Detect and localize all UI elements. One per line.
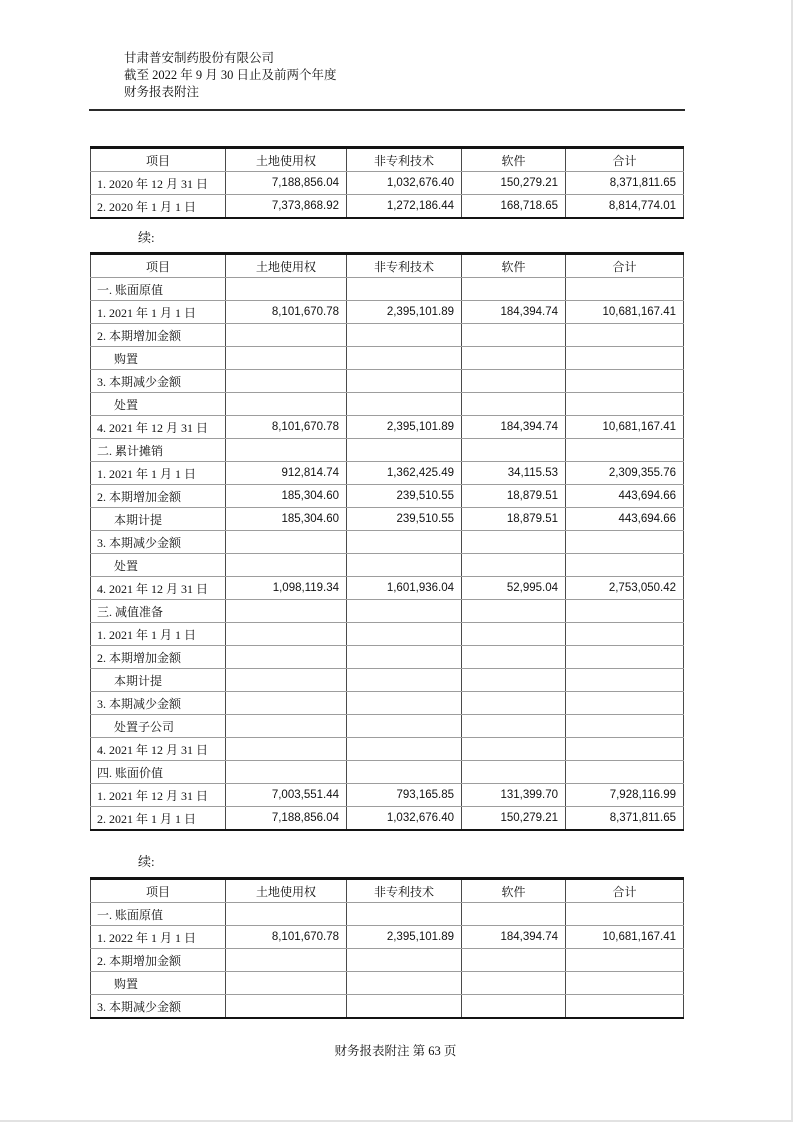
cell-value — [347, 278, 462, 301]
cell-value — [462, 278, 566, 301]
cell-value: 131,399.70 — [462, 784, 566, 807]
cell-value — [226, 669, 347, 692]
cell-value: 168,718.65 — [462, 195, 566, 219]
page-header — [124, 50, 337, 101]
cell-value: 443,694.66 — [566, 508, 684, 531]
table-row — [91, 784, 684, 807]
cell-value — [226, 646, 347, 669]
row-label: 购置 — [91, 347, 226, 370]
column-header: 项目 — [91, 148, 226, 172]
row-label: 3. 本期减少金额 — [91, 370, 226, 393]
cell-value — [566, 278, 684, 301]
cell-value — [226, 715, 347, 738]
cell-value — [226, 554, 347, 577]
row-label: 一. 账面原值 — [91, 278, 226, 301]
column-header: 软件 — [462, 254, 566, 278]
table-row — [91, 692, 684, 715]
row-label: 购置 — [91, 972, 226, 995]
cell-value: 7,928,116.99 — [566, 784, 684, 807]
cell-value — [566, 623, 684, 646]
cell-value: 2,395,101.89 — [347, 926, 462, 949]
table-row — [91, 995, 684, 1019]
header-row — [91, 148, 684, 172]
cell-value: 1,098,119.34 — [226, 577, 347, 600]
cell-value — [566, 949, 684, 972]
table-row — [91, 531, 684, 554]
table-row — [91, 623, 684, 646]
column-header: 项目 — [91, 879, 226, 903]
cell-value — [347, 600, 462, 623]
row-label: 1. 2021 年 1 月 1 日 — [91, 301, 226, 324]
table-row — [91, 554, 684, 577]
table-row — [91, 439, 684, 462]
row-label: 三. 减值准备 — [91, 600, 226, 623]
company-name: 甘肃普安制药股份有限公司 — [124, 51, 275, 65]
cell-value — [566, 439, 684, 462]
cell-value — [347, 761, 462, 784]
cell-value — [462, 761, 566, 784]
cell-value — [462, 554, 566, 577]
cell-value — [462, 972, 566, 995]
column-header: 软件 — [462, 148, 566, 172]
cell-value — [226, 995, 347, 1019]
cell-value: 239,510.55 — [347, 508, 462, 531]
cell-value: 52,995.04 — [462, 577, 566, 600]
cell-value — [226, 347, 347, 370]
intangible-assets-summary-table — [90, 146, 684, 219]
document-title: 财务报表附注 — [124, 85, 200, 99]
cell-value: 1,362,425.49 — [347, 462, 462, 485]
row-label: 本期计提 — [91, 669, 226, 692]
cell-value — [347, 949, 462, 972]
cell-value — [462, 669, 566, 692]
table-row — [91, 416, 684, 439]
cell-value: 150,279.21 — [462, 807, 566, 831]
header-row — [91, 879, 684, 903]
column-header: 合计 — [566, 254, 684, 278]
cell-value: 2,753,050.42 — [566, 577, 684, 600]
cell-value — [226, 949, 347, 972]
table-row — [91, 738, 684, 761]
table-row — [91, 462, 684, 485]
page-footer: 财务报表附注 第 63 页 — [334, 1044, 457, 1058]
cell-value — [226, 439, 347, 462]
cell-value — [226, 903, 347, 926]
cell-value — [566, 715, 684, 738]
cell-value — [566, 393, 684, 416]
cell-value — [347, 972, 462, 995]
cell-value: 184,394.74 — [462, 416, 566, 439]
cell-value — [347, 623, 462, 646]
cell-value — [566, 692, 684, 715]
cell-value: 10,681,167.41 — [566, 301, 684, 324]
cell-value — [462, 738, 566, 761]
cell-value — [226, 623, 347, 646]
cell-value — [347, 995, 462, 1019]
row-label: 一. 账面原值 — [91, 903, 226, 926]
cell-value — [566, 531, 684, 554]
cell-value — [226, 278, 347, 301]
table-row — [91, 301, 684, 324]
column-header: 非专利技术 — [347, 879, 462, 903]
table-row — [91, 195, 684, 219]
cell-value: 34,115.53 — [462, 462, 566, 485]
table-row — [91, 761, 684, 784]
cell-value — [566, 554, 684, 577]
cell-value: 1,601,936.04 — [347, 577, 462, 600]
row-label: 2. 本期增加金额 — [91, 949, 226, 972]
cell-value — [462, 370, 566, 393]
cell-value: 912,814.74 — [226, 462, 347, 485]
table-row — [91, 370, 684, 393]
cell-value — [226, 531, 347, 554]
table-row — [91, 172, 684, 195]
cell-value — [566, 646, 684, 669]
cell-value — [347, 669, 462, 692]
cell-value: 184,394.74 — [462, 301, 566, 324]
row-label: 处置 — [91, 554, 226, 577]
cell-value — [462, 995, 566, 1019]
cell-value: 7,003,551.44 — [226, 784, 347, 807]
cell-value: 10,681,167.41 — [566, 416, 684, 439]
cell-value: 7,188,856.04 — [226, 172, 347, 195]
row-label: 处置 — [91, 393, 226, 416]
cell-value: 18,879.51 — [462, 508, 566, 531]
table-row — [91, 508, 684, 531]
cell-value: 8,101,670.78 — [226, 926, 347, 949]
row-label: 1. 2020 年 12 月 31 日 — [91, 172, 226, 195]
cell-value — [226, 692, 347, 715]
table-row — [91, 715, 684, 738]
cell-value — [226, 324, 347, 347]
cell-value — [462, 531, 566, 554]
continued-label-1: 续: — [138, 230, 155, 245]
cell-value — [347, 531, 462, 554]
intangible-assets-2022-table — [90, 877, 684, 1019]
header-row — [91, 254, 684, 278]
cell-value — [226, 738, 347, 761]
cell-value — [462, 903, 566, 926]
row-label: 2. 2021 年 1 月 1 日 — [91, 807, 226, 831]
cell-value — [347, 554, 462, 577]
cell-value — [462, 715, 566, 738]
cell-value — [566, 324, 684, 347]
cell-value — [462, 393, 566, 416]
cell-value — [462, 439, 566, 462]
cell-value: 793,165.85 — [347, 784, 462, 807]
cell-value: 1,272,186.44 — [347, 195, 462, 219]
cell-value — [226, 393, 347, 416]
cell-value — [566, 761, 684, 784]
row-label: 1. 2021 年 1 月 1 日 — [91, 462, 226, 485]
table-row — [91, 949, 684, 972]
cell-value: 7,373,868.92 — [226, 195, 347, 219]
table-row — [91, 485, 684, 508]
cell-value — [347, 715, 462, 738]
row-label: 2. 2020 年 1 月 1 日 — [91, 195, 226, 219]
cell-value: 184,394.74 — [462, 926, 566, 949]
row-label: 4. 2021 年 12 月 31 日 — [91, 577, 226, 600]
cell-value — [566, 972, 684, 995]
cell-value: 7,188,856.04 — [226, 807, 347, 831]
cell-value — [462, 692, 566, 715]
column-header: 合计 — [566, 148, 684, 172]
cell-value: 2,395,101.89 — [347, 301, 462, 324]
row-label: 4. 2021 年 12 月 31 日 — [91, 416, 226, 439]
cell-value — [462, 949, 566, 972]
table-row — [91, 278, 684, 301]
table-row — [91, 600, 684, 623]
table-row — [91, 577, 684, 600]
column-header: 合计 — [566, 879, 684, 903]
cell-value — [347, 324, 462, 347]
cell-value: 1,032,676.40 — [347, 172, 462, 195]
cell-value — [347, 347, 462, 370]
cell-value: 8,814,774.01 — [566, 195, 684, 219]
cell-value: 239,510.55 — [347, 485, 462, 508]
table-row — [91, 972, 684, 995]
cell-value: 443,694.66 — [566, 485, 684, 508]
column-header: 非专利技术 — [347, 254, 462, 278]
column-header: 项目 — [91, 254, 226, 278]
row-label: 处置子公司 — [91, 715, 226, 738]
cell-value: 18,879.51 — [462, 485, 566, 508]
table-row — [91, 646, 684, 669]
report-period: 截至 2022 年 9 月 30 日止及前两个年度 — [124, 68, 337, 82]
cell-value: 1,032,676.40 — [347, 807, 462, 831]
cell-value — [566, 903, 684, 926]
table-row — [91, 669, 684, 692]
row-label: 3. 本期减少金额 — [91, 531, 226, 554]
cell-value — [347, 903, 462, 926]
cell-value — [566, 370, 684, 393]
column-header: 软件 — [462, 879, 566, 903]
row-label: 3. 本期减少金额 — [91, 995, 226, 1019]
cell-value — [347, 439, 462, 462]
cell-value — [347, 370, 462, 393]
cell-value: 8,371,811.65 — [566, 172, 684, 195]
cell-value — [347, 738, 462, 761]
cell-value: 8,101,670.78 — [226, 301, 347, 324]
table-row — [91, 324, 684, 347]
cell-value — [462, 600, 566, 623]
continued-label-2: 续: — [138, 854, 155, 869]
row-label: 二. 累计摊销 — [91, 439, 226, 462]
cell-value — [462, 623, 566, 646]
row-label: 1. 2021 年 12 月 31 日 — [91, 784, 226, 807]
cell-value: 2,395,101.89 — [347, 416, 462, 439]
cell-value: 10,681,167.41 — [566, 926, 684, 949]
row-label: 3. 本期减少金额 — [91, 692, 226, 715]
row-label: 2. 本期增加金额 — [91, 646, 226, 669]
column-header: 非专利技术 — [347, 148, 462, 172]
row-label: 2. 本期增加金额 — [91, 485, 226, 508]
column-header: 土地使用权 — [226, 148, 347, 172]
cell-value — [566, 995, 684, 1019]
table-row — [91, 347, 684, 370]
table-row — [91, 903, 684, 926]
table-row — [91, 393, 684, 416]
cell-value — [347, 692, 462, 715]
cell-value — [462, 347, 566, 370]
cell-value — [347, 393, 462, 416]
row-label: 1. 2022 年 1 月 1 日 — [91, 926, 226, 949]
cell-value: 185,304.60 — [226, 485, 347, 508]
cell-value: 8,371,811.65 — [566, 807, 684, 831]
header-divider — [89, 109, 685, 111]
row-label: 4. 2021 年 12 月 31 日 — [91, 738, 226, 761]
row-label: 1. 2021 年 1 月 1 日 — [91, 623, 226, 646]
cell-value: 185,304.60 — [226, 508, 347, 531]
cell-value: 150,279.21 — [462, 172, 566, 195]
cell-value: 8,101,670.78 — [226, 416, 347, 439]
column-header: 土地使用权 — [226, 879, 347, 903]
cell-value: 2,309,355.76 — [566, 462, 684, 485]
cell-value — [347, 646, 462, 669]
cell-value — [462, 324, 566, 347]
table-row — [91, 926, 684, 949]
cell-value — [226, 370, 347, 393]
cell-value — [566, 738, 684, 761]
row-label: 四. 账面价值 — [91, 761, 226, 784]
cell-value — [462, 646, 566, 669]
intangible-assets-2021-table — [90, 252, 684, 831]
column-header: 土地使用权 — [226, 254, 347, 278]
cell-value — [566, 669, 684, 692]
cell-value — [226, 761, 347, 784]
row-label: 本期计提 — [91, 508, 226, 531]
cell-value — [226, 972, 347, 995]
table-row — [91, 807, 684, 831]
cell-value — [226, 600, 347, 623]
cell-value — [566, 347, 684, 370]
row-label: 2. 本期增加金额 — [91, 324, 226, 347]
cell-value — [566, 600, 684, 623]
